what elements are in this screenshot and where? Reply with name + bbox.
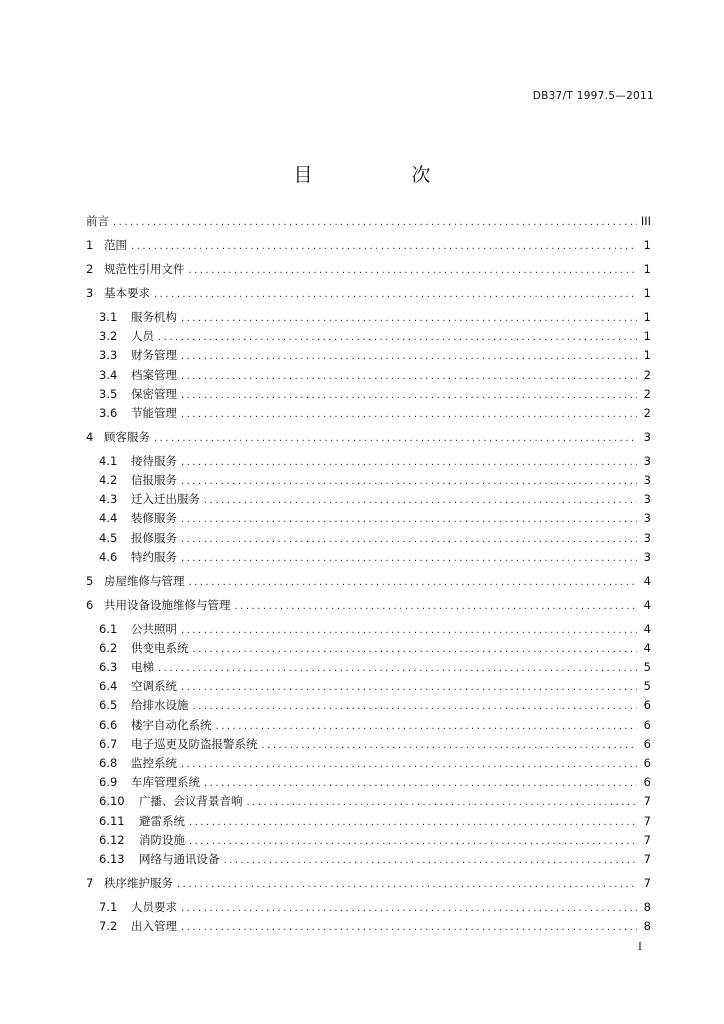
toc-entry-number: 3.4	[99, 367, 118, 382]
toc-entry-page: 1	[643, 348, 651, 363]
dot-leader	[235, 601, 638, 612]
dot-leader	[181, 625, 637, 636]
toc-entry-page: 7	[643, 851, 651, 866]
dot-leader	[193, 701, 638, 712]
toc-entry-label: 供变电系统	[131, 640, 189, 655]
dot-leader	[224, 855, 638, 866]
dot-leader	[181, 371, 637, 382]
dot-leader	[247, 797, 638, 808]
dot-leader	[189, 836, 637, 847]
toc-entry[interactable]	[86, 697, 651, 716]
toc-entry[interactable]	[86, 367, 651, 386]
toc-entry-page: 4	[643, 573, 651, 588]
toc-entry-page: 6	[643, 717, 651, 732]
dot-leader	[181, 476, 637, 487]
toc-entry-label: 档案管理	[131, 367, 177, 382]
toc-entry-label: 信报服务	[131, 473, 177, 488]
dot-leader	[158, 332, 637, 343]
toc-entry[interactable]	[86, 899, 651, 918]
toc-entry-page: 4	[643, 621, 651, 636]
toc-entry-page: 5	[643, 660, 651, 675]
dot-leader	[177, 879, 637, 890]
toc-entry[interactable]	[86, 491, 651, 510]
toc-entry[interactable]	[86, 285, 651, 304]
toc-entry[interactable]	[86, 453, 651, 472]
toc-entry[interactable]	[86, 621, 651, 640]
toc-entry-label: 规范性引用文件	[104, 261, 185, 276]
toc-entry-number: 3.3	[99, 348, 118, 363]
toc-entry[interactable]	[86, 813, 651, 832]
toc-entry-label: 监控系统	[131, 756, 177, 771]
dot-leader	[181, 457, 637, 468]
toc-entry-number: 2	[86, 261, 94, 276]
toc-entry-number: 5	[86, 573, 94, 588]
toc-entry-label: 保密管理	[131, 386, 177, 401]
toc-entry[interactable]	[86, 213, 651, 232]
dot-leader	[113, 217, 637, 228]
toc-entry-number: 4.1	[99, 453, 118, 468]
toc-entry-page: 3	[643, 511, 651, 526]
toc-entry-label: 特约服务	[131, 549, 177, 564]
toc-entry[interactable]	[86, 774, 651, 793]
toc-entry-number: 3.2	[99, 329, 118, 344]
toc-entry-number: 6.11	[99, 813, 125, 828]
dot-leader	[181, 903, 637, 914]
toc-entry[interactable]	[86, 347, 651, 366]
toc-entry-page: 3	[643, 429, 651, 444]
toc-entry-page: 3	[643, 549, 651, 564]
toc-entry-number: 6.7	[99, 736, 118, 751]
toc-entry-label: 范围	[104, 237, 127, 252]
toc-entry[interactable]	[86, 918, 651, 937]
toc-entry-number: 6.4	[99, 679, 118, 694]
toc-entry[interactable]	[86, 793, 651, 812]
toc-entry-label: 前言	[86, 214, 109, 228]
toc-entry-label: 车库管理系统	[131, 775, 200, 790]
toc-entry-label: 节能管理	[131, 405, 177, 420]
toc-entry-page: 7	[643, 794, 651, 809]
toc-entry-label: 空调系统	[131, 679, 177, 694]
toc-entry-page: 6	[643, 698, 651, 713]
toc-entry-label: 接待服务	[131, 453, 177, 468]
toc-entry[interactable]	[86, 405, 651, 424]
toc-entry-number: 6.2	[99, 640, 118, 655]
toc-entry-page: 3	[643, 453, 651, 468]
dot-leader	[181, 351, 637, 362]
toc-entry[interactable]	[86, 472, 651, 491]
toc-entry-label: 电梯	[131, 660, 154, 675]
toc-entry-label: 电子巡更及防盗报警系统	[131, 736, 258, 751]
toc-entry-label: 消防设施	[139, 832, 185, 847]
toc-entry-page: 6	[643, 736, 651, 751]
toc-entry-label: 财务管理	[131, 348, 177, 363]
toc-entry-page: 1	[643, 285, 651, 300]
toc-entry-number: 4.3	[99, 492, 118, 507]
toc-entry[interactable]	[86, 386, 651, 405]
toc-entry-label: 避雷系统	[139, 813, 185, 828]
toc-entry-page: 6	[643, 756, 651, 771]
toc-entry-label: 广播、会议背景音响	[139, 794, 243, 809]
toc-entry-number: 7.1	[99, 899, 118, 914]
toc-entry[interactable]	[86, 510, 651, 529]
dot-leader	[189, 577, 638, 588]
toc-entry-page: 1	[643, 237, 651, 252]
toc-entry[interactable]	[86, 717, 651, 736]
dot-leader	[158, 663, 637, 674]
toc-entry-page: 1	[643, 261, 651, 276]
toc-entry-page: 7	[643, 832, 651, 847]
dot-leader	[181, 922, 637, 933]
toc-entry-number: 6.9	[99, 775, 118, 790]
toc-entry-number: 4.2	[99, 473, 118, 488]
toc-entry-number: 6.8	[99, 756, 118, 771]
toc-entry-page: 2	[643, 405, 651, 420]
toc-entry-label: 出入管理	[131, 919, 177, 934]
toc-entry[interactable]	[86, 640, 651, 659]
toc-entry-label: 服务机构	[131, 309, 177, 324]
toc-entry[interactable]	[86, 832, 651, 851]
toc-entry-page: 3	[643, 492, 651, 507]
toc-entry-number: 4.5	[99, 530, 118, 545]
dot-leader	[181, 534, 637, 545]
toc-entry-number: 7	[86, 875, 94, 890]
dot-leader	[189, 265, 638, 276]
dot-leader	[216, 721, 638, 732]
toc-entry-page: 6	[643, 775, 651, 790]
toc-entry[interactable]	[86, 549, 651, 568]
toc-entry-page: 5	[643, 679, 651, 694]
toc-entry-page: 8	[643, 919, 651, 934]
dot-leader	[131, 241, 637, 252]
toc-entry-number: 4.6	[99, 549, 118, 564]
toc-entry-number: 3	[86, 285, 94, 300]
toc-entry-page: 4	[643, 640, 651, 655]
dot-leader	[204, 778, 637, 789]
toc-entry-number: 7.2	[99, 919, 118, 934]
toc-entry[interactable]	[86, 851, 651, 870]
toc-entry[interactable]	[86, 237, 651, 256]
toc-entry-page: 1	[643, 309, 651, 324]
dot-leader	[181, 514, 637, 525]
toc-entry-number: 4	[86, 429, 94, 444]
table-of-contents	[86, 213, 651, 937]
dot-leader	[193, 644, 638, 655]
dot-leader	[189, 817, 637, 828]
dot-leader	[204, 495, 637, 506]
dot-leader	[181, 682, 637, 693]
dot-leader	[181, 759, 637, 770]
standard-code: DB37/T 1997.5—2011	[532, 90, 654, 102]
toc-entry-page: 7	[643, 813, 651, 828]
toc-entry-number: 4.4	[99, 511, 118, 526]
toc-entry-number: 6	[86, 597, 94, 612]
toc-entry-label: 房屋维修与管理	[104, 573, 185, 588]
dot-leader	[181, 313, 637, 324]
toc-entry-label: 人员	[131, 329, 154, 344]
toc-entry[interactable]	[86, 328, 651, 347]
toc-entry-number: 6.12	[99, 832, 125, 847]
toc-entry-page: 2	[643, 386, 651, 401]
toc-entry-number: 6.10	[99, 794, 125, 809]
toc-entry-number: 3.6	[99, 405, 118, 420]
toc-entry-page: 1	[643, 329, 651, 344]
toc-entry[interactable]	[86, 736, 651, 755]
toc-entry[interactable]	[86, 429, 651, 448]
dot-leader	[154, 289, 637, 300]
toc-entry-page: 7	[643, 875, 651, 890]
toc-entry[interactable]	[86, 659, 651, 678]
toc-entry-label: 给排水设施	[131, 698, 189, 713]
toc-entry-label: 网络与通讯设备	[139, 851, 220, 866]
toc-entry-page: 4	[643, 597, 651, 612]
dot-leader	[154, 433, 637, 444]
toc-entry[interactable]	[86, 530, 651, 549]
toc-entry-label: 共用设备设施维修与管理	[104, 597, 231, 612]
toc-entry-number: 1	[86, 237, 94, 252]
toc-entry-page: 3	[643, 530, 651, 545]
toc-entry[interactable]	[86, 309, 651, 328]
toc-entry-number: 6.6	[99, 717, 118, 732]
dot-leader	[181, 390, 637, 401]
toc-entry-number: 6.3	[99, 660, 118, 675]
toc-entry-number: 3.5	[99, 386, 118, 401]
dot-leader	[181, 553, 637, 564]
toc-entry-page: III	[640, 214, 651, 228]
toc-entry[interactable]	[86, 678, 651, 697]
dot-leader	[262, 740, 638, 751]
page-title: 目 次	[293, 164, 471, 186]
toc-entry[interactable]	[86, 875, 651, 894]
toc-entry-label: 报修服务	[131, 530, 177, 545]
toc-entry-label: 楼宇自动化系统	[131, 717, 212, 732]
toc-entry-label: 装修服务	[131, 511, 177, 526]
page-number: I	[638, 942, 642, 953]
toc-entry-label: 人员要求	[131, 899, 177, 914]
toc-entry-label: 基本要求	[104, 285, 150, 300]
toc-entry-number: 6.13	[99, 851, 125, 866]
toc-entry-page: 2	[643, 367, 651, 382]
toc-entry-number: 6.1	[99, 621, 118, 636]
toc-entry[interactable]	[86, 755, 651, 774]
toc-entry-label: 秩序维护服务	[104, 875, 173, 890]
toc-entry-page: 8	[643, 899, 651, 914]
toc-entry-label: 迁入迁出服务	[131, 492, 200, 507]
dot-leader	[181, 409, 637, 420]
toc-entry-page: 3	[643, 473, 651, 488]
toc-entry-label: 顾客服务	[104, 429, 150, 444]
toc-entry-number: 6.5	[99, 698, 118, 713]
toc-entry-label: 公共照明	[131, 621, 177, 636]
toc-entry[interactable]	[86, 261, 651, 280]
toc-entry[interactable]	[86, 573, 651, 592]
toc-entry[interactable]	[86, 597, 651, 616]
toc-entry-number: 3.1	[99, 309, 118, 324]
